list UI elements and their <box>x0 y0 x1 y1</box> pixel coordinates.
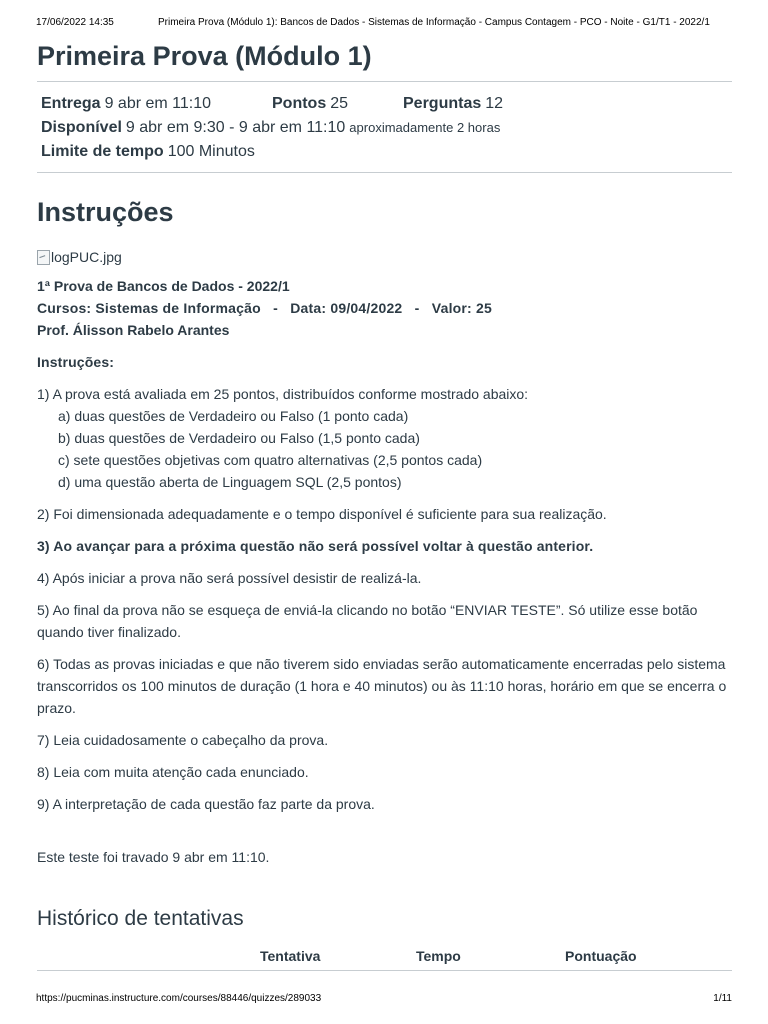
available-value: 9 abr em 9:30 - 9 abr em 11:10 <box>125 119 346 136</box>
due-label: Entrega <box>41 95 101 112</box>
instruction-sub-b: b) duas questões de Verdadeiro ou Falso (1,5 ponto cada) <box>58 430 420 446</box>
print-page-number: 1/11 <box>713 993 732 1004</box>
details-row-3 <box>41 140 728 164</box>
courses-line: Cursos: Sistemas de Informação - Data: 09/04/2022 - Valor: 25 <box>37 300 492 316</box>
questions <box>403 92 503 116</box>
page-title: Primeira Prova (Módulo 1) <box>37 41 372 71</box>
broken-image-icon <box>37 250 50 265</box>
attempts-heading: Histórico de tentativas <box>37 907 244 930</box>
column-header-time: Tempo <box>416 948 461 964</box>
details-row-2 <box>41 116 728 140</box>
print-header <box>36 17 732 31</box>
quiz-details <box>37 82 732 172</box>
instruction-sub-d: d) uma questão aberta de Linguagem SQL (2,5 pontos) <box>58 474 402 490</box>
details-row-1 <box>41 92 728 116</box>
quiz-content <box>37 38 732 971</box>
questions-value: 12 <box>485 95 504 112</box>
exam-title: 1ª Prova de Bancos de Dados - 2022/1 <box>37 278 290 294</box>
time-limit-label: Limite de tempo <box>41 143 164 160</box>
instruction-item-5: 5) Ao final da prova não se esqueça de enviá-la clicando no botão “ENVIAR TESTE”. Só utilize esse botão quando tiver finalizado. <box>37 602 698 640</box>
print-url: https://pucminas.instructure.com/courses/88446/quizzes/289033 <box>36 993 322 1004</box>
instruction-item-6: 6) Todas as provas iniciadas e que não tiverem sido enviadas serão automaticamente encerradas pelo sistema transcorridos os 100 minutos de duração (1 hora e 40 minutos) ou às 11:10 horas, horário em que se encerra o prazo. <box>37 656 727 716</box>
instruction-item-8: 8) Leia com muita atenção cada enunciado. <box>37 764 309 780</box>
divider <box>37 970 732 971</box>
instructions-subheading: Instruções: <box>37 354 115 370</box>
instruction-text: 1) A prova está avaliada em 25 pontos, distribuídos conforme mostrado abaixo: <box>37 386 529 402</box>
instruction-item-2: 2) Foi dimensionada adequadamente e o tempo disponível é suficiente para sua realização. <box>37 506 607 522</box>
attempts-table-header <box>37 942 732 970</box>
instructions-heading: Instruções <box>37 197 174 227</box>
instruction-item-7: 7) Leia cuidadosamente o cabeçalho da prova. <box>37 732 329 748</box>
instruction-sub-a: a) duas questões de Verdadeiro ou Falso (1 ponto cada) <box>58 408 409 424</box>
points-label: Pontos <box>272 95 327 112</box>
print-doc-title: Primeira Prova (Módulo 1): Bancos de Dados - Sistemas de Informação - Campus Contagem - PCO - Noite - G1/T1 - 2022/1 <box>158 17 710 28</box>
logo-image <box>37 247 732 267</box>
divider <box>37 172 732 173</box>
instruction-item-1 <box>37 383 732 493</box>
print-footer <box>36 993 732 1007</box>
exam-header <box>37 275 732 341</box>
available-note: aproximadamente 2 horas <box>349 120 501 135</box>
instruction-sub-c: c) sete questões objetivas com quatro alternativas (2,5 pontos cada) <box>58 452 483 468</box>
instruction-item-3: 3) Ao avançar para a próxima questão não será possível voltar à questão anterior. <box>37 538 594 554</box>
print-date: 17/06/2022 14:35 <box>36 17 114 28</box>
due-value: 9 abr em 11:10 <box>104 95 212 112</box>
instruction-item-9: 9) A interpretação de cada questão faz parte da prova. <box>37 796 375 812</box>
professor-name: Prof. Álisson Rabelo Arantes <box>37 322 230 338</box>
points <box>272 92 348 116</box>
available-label: Disponível <box>41 119 122 136</box>
questions-label: Perguntas <box>403 95 482 112</box>
column-header-attempt: Tentativa <box>260 948 321 964</box>
time-limit-value: 100 Minutos <box>167 143 255 160</box>
logo-image-alt: logPUC.jpg <box>51 249 122 265</box>
instruction-item-4: 4) Após iniciar a prova não será possível desistir de realizá-la. <box>37 570 422 586</box>
lock-notice: Este teste foi travado 9 abr em 11:10. <box>37 849 270 865</box>
points-value: 25 <box>330 95 349 112</box>
column-header-score: Pontuação <box>565 948 637 964</box>
due-date <box>41 92 211 116</box>
